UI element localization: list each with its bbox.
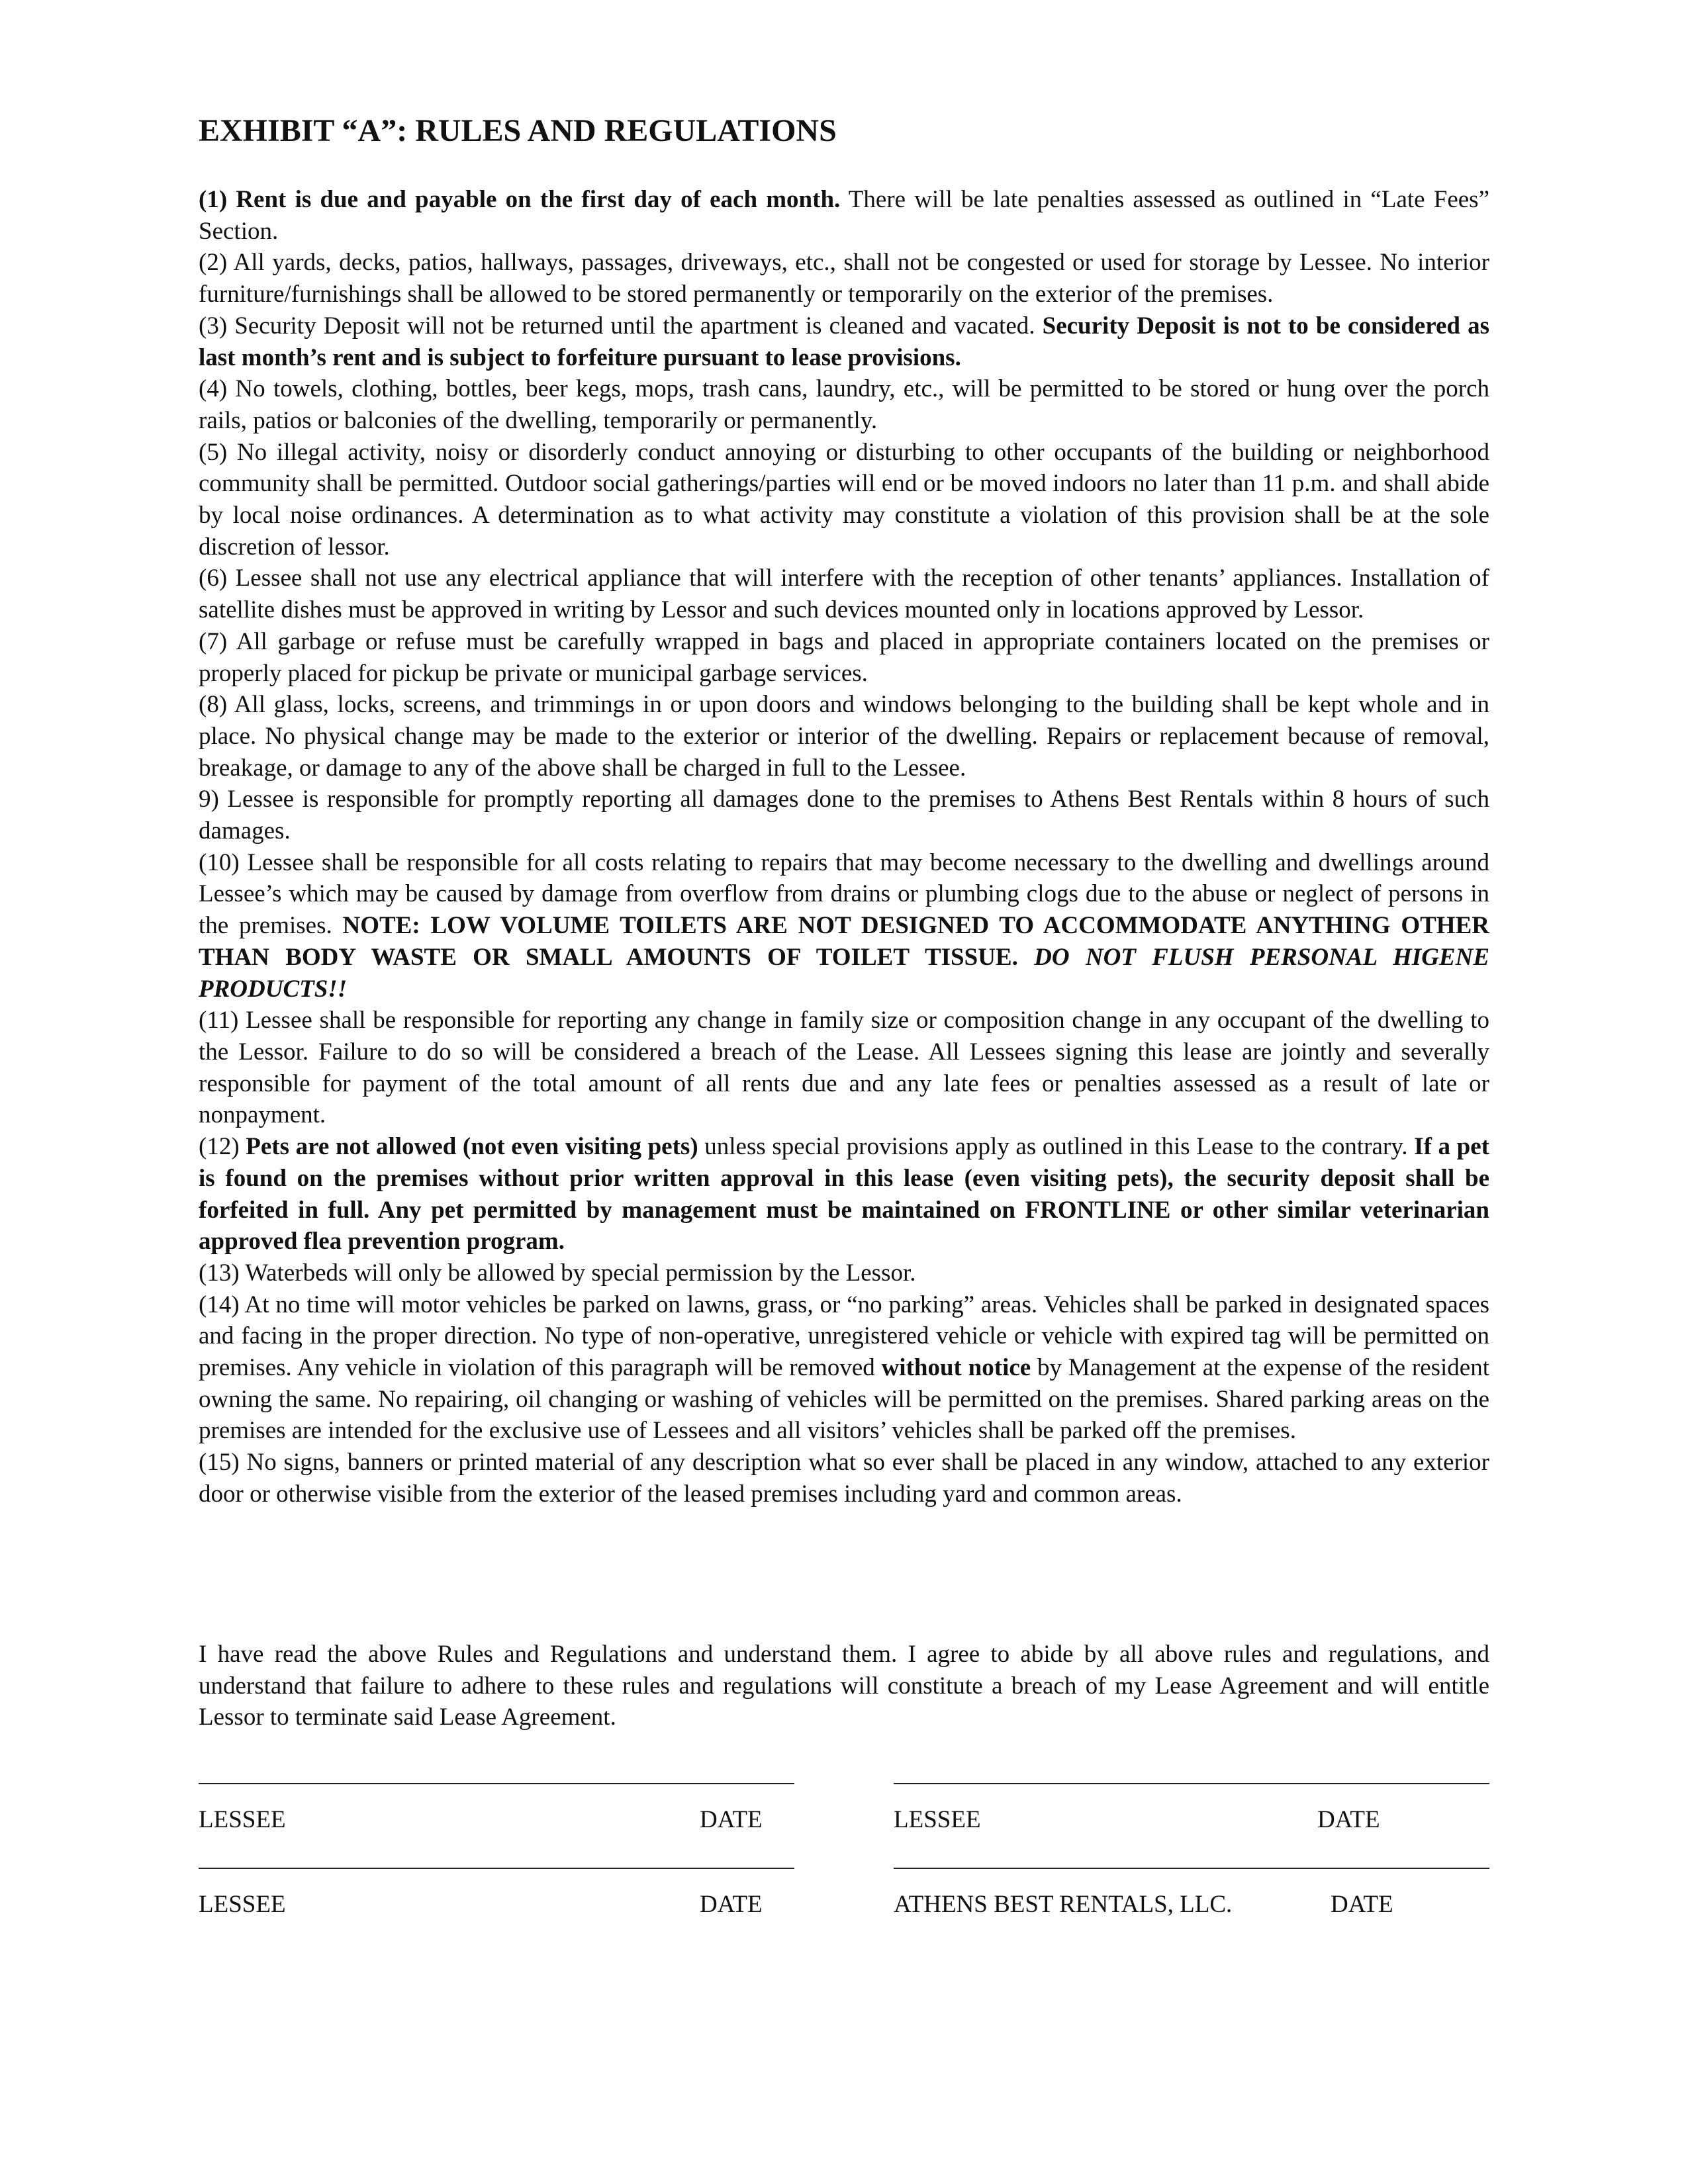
rule-14 [199,1289,1489,1447]
rule-1 [199,184,1489,247]
signature-line[interactable] [894,1783,1489,1784]
signature-block-lessee-1 [199,1783,794,1835]
rule-12-number: (12) [199,1133,246,1161]
rule-10-bold-italic: DO NOT FLUSH PERSONAL HIGENE PRODUCTS!! [199,943,1489,1003]
rule-12-bold-1: Pets are not allowed (not even visiting pets) [246,1133,698,1161]
signature-line[interactable] [199,1868,794,1869]
rule-12 [199,1131,1489,1257]
page-title: EXHIBIT “A”: RULES AND REGULATIONS [199,113,837,148]
signature-line[interactable] [199,1783,794,1784]
rule-15: (15) No signs, banners or printed material of any description what so ever shall be placed in any window, attached to any exterior door or otherwise visible from the exterior of the leased premises including yard and common areas. [199,1449,1489,1508]
signature-block-lessee-2 [894,1783,1489,1835]
signature-label: LESSEE [199,1806,286,1833]
acknowledgement [199,1639,1489,1733]
signature-label: LESSEE [199,1891,286,1918]
rule-5: (5) No illegal activity, noisy or disorderly conduct annoying or disturbing to other occupants of the building or neighborhood community shall be permitted. Outdoor social gatherings/parties will end or be moved indoors no later than 11 p.m. and shall abide by local noise ordinances. A determination as to what activity may constitute a violation of this provision shall be at the sole discretion of lessor. [199,438,1489,561]
signature-block-lessee-3 [199,1868,794,1919]
rule-9: 9) Lessee is responsible for promptly reporting all damages done to the premises to Athens Best Rentals within 8 hours of such damages. [199,786,1489,845]
rule-10 [199,847,1489,1005]
rule-10-text: (10) Lessee shall be responsible for all costs relating to repairs that may become necessary to the dwelling and dwellings around Lessee’s which may be caused by damage from overflow from drains or plumbing clogs due to the abuse or neglect of persons in the premises. [199,848,1489,940]
rule-8: (8) All glass, locks, screens, and trimmings in or upon doors and windows belonging to the building shall be kept whole and in place. No physical change may be made to the exterior or interior of the dwelling. Repairs or replacement because of removal, breakage, or damage to any of the above shall be charged in full to the Lessee. [199,691,1489,782]
rule-6: (6) Lessee shall not use any electrical appliance that will interfere with the reception of other tenants’ appliances. Installation of satellite dishes must be approved in writing by Lessor and such devices mounted only in locations approved by Lessor. [199,565,1489,624]
rule-12-text: unless special provisions apply as outlined in this Lease to the contrary. [698,1133,1415,1161]
rule-4: (4) No towels, clothing, bottles, beer kegs, mops, trash cans, laundry, etc., will be permitted to be stored or hung over the porch rails, patios or balconies of the dwelling, temporarily or permanently. [199,375,1489,434]
rule-1-text: There will be late penalties assessed as outlined in “Late Fees” Section. [199,186,1490,245]
date-label: DATE [1317,1806,1380,1833]
rule-7: (7) All garbage or refuse must be carefully wrapped in bags and placed in appropriate containers located on the premises or properly placed for pickup be private or municipal garbage services. [199,627,1489,687]
rule-3-text: (3) Security Deposit will not be returned until the apartment is cleaned and vacated. [199,312,1043,340]
rule-3-bold: Security Deposit is not to be considered as last month’s rent and is subject to forfeiture pursuant to lease provisions. [199,312,1489,371]
rule-1-bold: (1) Rent is due and payable on the first day of each month. [199,186,841,213]
rule-13: (13) Waterbeds will only be allowed by special permission by the Lessor. [199,1259,916,1287]
signature-label: ATHENS BEST RENTALS, LLC. [894,1891,1233,1918]
rules-body [199,184,1489,1510]
signature-block-lessor [894,1868,1489,1919]
signature-line[interactable] [894,1868,1489,1869]
rule-14-text: (14) At no time will motor vehicles be parked on lawns, grass, or “no parking” areas. Vehicles shall be parked in designated spaces and facing in the proper direction. No type of non-operative, unregistered vehicle or vehicle with expired tag will be permitted on premises. Any vehicle in violation of this paragraph will be removed [199,1291,1489,1382]
date-label: DATE [700,1806,763,1833]
date-label: DATE [1331,1891,1393,1918]
date-label: DATE [700,1891,763,1918]
rule-14-text-2: by Management at the expense of the resident owning the same. No repairing, oil changing or washing of vehicles will be permitted on the premises. Shared parking areas on the premises are intended for the exclusive use of Lessees and all visitors’ vehicles shall be parked off the premises. [199,1354,1490,1445]
rule-10-bold: NOTE: LOW VOLUME TOILETS ARE NOT DESIGNED TO ACCOMMODATE ANYTHING OTHER THAN BODY WASTE OR SMALL AMOUNTS OF TOILET TISSUE. [199,912,1489,971]
rule-3 [199,310,1489,373]
acknowledgement-text: I have read the above Rules and Regulations and understand them. I agree to abide by all above rules and regulations, and understand that failure to adhere to these rules and regulations will constitute a breach of my Lease Agreement and will entitle Lessor to terminate said Lease Agreement. [199,1641,1489,1731]
rule-14-bold: without notice [881,1354,1031,1382]
rule-12-bold-2: If a pet is found on the premises without prior written approval in this lease (even visiting pets), the security deposit shall be forfeited in full. Any pet permitted by management must be maintained on FRONTLINE or other similar veterinarian approved flea prevention program. [199,1133,1489,1255]
signature-label: LESSEE [894,1806,981,1833]
rule-2: (2) All yards, decks, patios, hallways, passages, driveways, etc., shall not be congested or used for storage by Lessee. No interior furniture/furnishings shall be allowed to be stored permanently or temporarily on the exterior of the premises. [199,249,1489,308]
rule-11: (11) Lessee shall be responsible for reporting any change in family size or composition change in any occupant of the dwelling to the Lessor. Failure to do so will be considered a breach of the Lease. All Lessees signing this lease are jointly and severally responsible for payment of the total amount of all rents due and any late fees or penalties assessed as a result of late or nonpayment. [199,1007,1489,1129]
